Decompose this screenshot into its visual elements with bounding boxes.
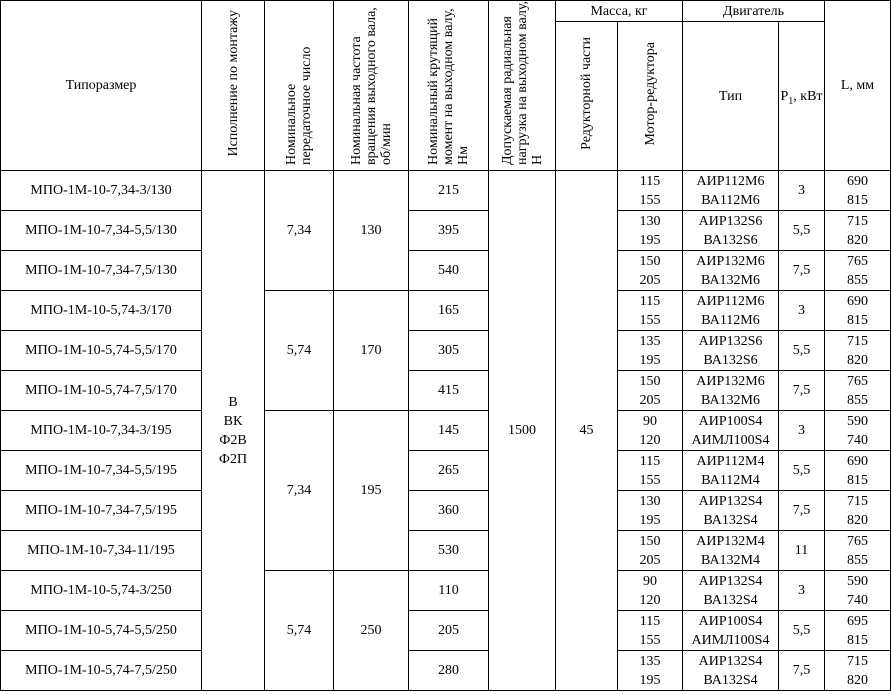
table-row <box>1 531 891 571</box>
engine-type: ВА132S6 <box>703 232 758 248</box>
length-cell <box>825 251 891 291</box>
length-value: 590 <box>847 573 869 589</box>
length-value: 820 <box>847 352 869 368</box>
mounting-option: ВК <box>223 413 243 429</box>
power-cell: 3 <box>779 171 825 211</box>
header-ratio: Номинальное передаточное число <box>265 1 334 171</box>
engine-type-cell <box>683 171 779 211</box>
size-cell: МПО-1М-10-7,34-7,5/195 <box>1 491 202 531</box>
engine-type: АИР132S6 <box>698 333 763 349</box>
power-cell: 7,5 <box>779 371 825 411</box>
length-cell <box>825 611 891 651</box>
ratio-cell: 5,74 <box>265 291 334 411</box>
header-mounting: Исполнение по монтажу <box>202 1 265 171</box>
engine-type: АИР132М6 <box>696 253 765 269</box>
table-row <box>1 411 891 451</box>
engine-type: АИР132S4 <box>698 653 763 669</box>
torque-cell: 215 <box>409 171 489 211</box>
header-mass: Масса, кг <box>556 1 683 22</box>
length-value: 690 <box>847 173 869 189</box>
length-value: 820 <box>847 672 869 688</box>
table-body <box>1 171 891 691</box>
length-value: 715 <box>847 213 869 229</box>
length-cell <box>825 651 891 691</box>
torque-cell: 165 <box>409 291 489 331</box>
engine-type: АИР132М4 <box>696 533 765 549</box>
length-value: 855 <box>847 272 869 288</box>
size-cell: МПО-1М-10-5,74-3/170 <box>1 291 202 331</box>
length-value: 690 <box>847 293 869 309</box>
mass-value: 90 <box>643 573 657 589</box>
engine-type-cell <box>683 531 779 571</box>
ratio-cell: 7,34 <box>265 171 334 291</box>
engine-type: ВА132S6 <box>703 352 758 368</box>
mass-value: 155 <box>639 632 661 648</box>
torque-cell: 540 <box>409 251 489 291</box>
torque-cell: 395 <box>409 211 489 251</box>
mass-value: 205 <box>639 392 661 408</box>
engine-type: АИР132S4 <box>698 493 763 509</box>
engine-type-cell <box>683 251 779 291</box>
header-engine: Двигатель <box>683 1 825 22</box>
engine-type-cell <box>683 331 779 371</box>
header-length: L, мм <box>825 1 891 171</box>
size-cell: МПО-1М-10-7,34-3/130 <box>1 171 202 211</box>
engine-type: ВА112М6 <box>701 192 760 208</box>
engine-type: ВА112М6 <box>701 312 760 328</box>
length-value: 855 <box>847 552 869 568</box>
engine-type: ВА132S4 <box>703 672 758 688</box>
power-cell: 3 <box>779 571 825 611</box>
mass-value: 120 <box>639 592 661 608</box>
torque-cell: 280 <box>409 651 489 691</box>
table-row <box>1 251 891 291</box>
engine-type: ВА112М4 <box>701 472 760 488</box>
engine-type: АИМЛ100S4 <box>691 432 770 448</box>
mass-value: 120 <box>639 432 661 448</box>
ratio-cell: 5,74 <box>265 571 334 691</box>
torque-cell: 415 <box>409 371 489 411</box>
mass-value: 130 <box>639 493 661 509</box>
engine-type: ВА132М6 <box>700 272 760 288</box>
length-value: 855 <box>847 392 869 408</box>
length-cell <box>825 531 891 571</box>
length-cell <box>825 371 891 411</box>
torque-cell: 110 <box>409 571 489 611</box>
size-cell: МПО-1М-10-7,34-3/195 <box>1 411 202 451</box>
mounting-option: Ф2В <box>219 432 247 448</box>
engine-type-cell <box>683 571 779 611</box>
mass-value: 115 <box>639 173 661 189</box>
table-row <box>1 291 891 331</box>
mass-value: 195 <box>639 672 661 688</box>
size-cell: МПО-1М-10-5,74-7,5/250 <box>1 651 202 691</box>
header-size: Типоразмер <box>1 1 202 171</box>
size-cell: МПО-1М-10-7,34-5,5/130 <box>1 211 202 251</box>
mass-value: 150 <box>639 373 661 389</box>
size-cell: МПО-1М-10-7,34-5,5/195 <box>1 451 202 491</box>
table-row <box>1 331 891 371</box>
mass-value: 205 <box>639 552 661 568</box>
header-rpm: Номинальная частота вращения выходного вала, об/мин <box>334 1 409 171</box>
mass-value: 130 <box>639 213 661 229</box>
mounting-option: В <box>228 394 238 410</box>
engine-type-cell <box>683 451 779 491</box>
length-value: 820 <box>847 512 869 528</box>
power-cell: 5,5 <box>779 211 825 251</box>
mass-value: 205 <box>639 272 661 288</box>
ratio-cell: 7,34 <box>265 411 334 571</box>
table-row <box>1 451 891 491</box>
torque-cell: 530 <box>409 531 489 571</box>
mass-motor-cell <box>618 371 683 411</box>
radial-load-cell: 1500 <box>489 171 556 691</box>
engine-type-cell <box>683 211 779 251</box>
mass-value: 115 <box>639 293 661 309</box>
header-power: $P_1$, кВт <box>779 22 825 171</box>
length-value: 740 <box>847 592 869 608</box>
engine-type: АИМЛ100S4 <box>691 632 770 648</box>
length-value: 815 <box>847 472 869 488</box>
mounting-option: Ф2П <box>218 451 248 467</box>
rpm-cell: 170 <box>334 291 409 411</box>
size-cell: МПО-1М-10-5,74-5,5/170 <box>1 331 202 371</box>
mass-value: 195 <box>639 352 661 368</box>
mass-motor-cell <box>618 571 683 611</box>
length-value: 820 <box>847 232 869 248</box>
power-cell: 5,5 <box>779 331 825 371</box>
mass-value: 155 <box>639 192 661 208</box>
engine-type: АИР100S4 <box>698 413 763 429</box>
table-row <box>1 571 891 611</box>
size-cell: МПО-1М-10-5,74-3/250 <box>1 571 202 611</box>
engine-type: ВА132М4 <box>700 552 760 568</box>
power-cell: 3 <box>779 411 825 451</box>
size-cell: МПО-1М-10-5,74-5,5/250 <box>1 611 202 651</box>
table-row <box>1 651 891 691</box>
length-cell <box>825 211 891 251</box>
length-value: 815 <box>847 632 869 648</box>
length-value: 815 <box>847 312 869 328</box>
mass-value: 155 <box>639 312 661 328</box>
mass-motor-cell <box>618 651 683 691</box>
table-row <box>1 371 891 411</box>
mass-motor-cell <box>618 331 683 371</box>
torque-cell: 145 <box>409 411 489 451</box>
engine-type: АИР112М6 <box>696 293 765 309</box>
rpm-cell: 130 <box>334 171 409 291</box>
mass-value: 115 <box>639 613 661 629</box>
length-cell <box>825 571 891 611</box>
engine-type: АИР132S6 <box>698 213 763 229</box>
power-cell: 7,5 <box>779 651 825 691</box>
mass-value: 195 <box>639 232 661 248</box>
length-value: 715 <box>847 493 869 509</box>
engine-type-cell <box>683 411 779 451</box>
mass-value: 135 <box>639 653 661 669</box>
length-cell <box>825 171 891 211</box>
engine-type: ВА132S4 <box>703 512 758 528</box>
engine-type: АИР112М4 <box>696 453 765 469</box>
power-cell: 7,5 <box>779 251 825 291</box>
engine-type-cell <box>683 371 779 411</box>
length-value: 815 <box>847 192 869 208</box>
length-cell <box>825 331 891 371</box>
torque-cell: 205 <box>409 611 489 651</box>
length-cell <box>825 491 891 531</box>
length-value: 695 <box>847 613 869 629</box>
engine-type: АИР112М6 <box>696 173 765 189</box>
mass-value: 90 <box>643 413 657 429</box>
header-mass-motor: Мотор-редуктора <box>618 22 683 171</box>
mass-motor-cell <box>618 291 683 331</box>
mass-value: 150 <box>639 533 661 549</box>
length-cell <box>825 451 891 491</box>
header-radial-load: Допускаемая радиальная нагрузка на выходном валу, Н <box>489 1 556 171</box>
table-header <box>1 1 891 171</box>
engine-type-cell <box>683 611 779 651</box>
power-cell: 7,5 <box>779 491 825 531</box>
engine-type: ВА132М6 <box>700 392 760 408</box>
power-cell: 3 <box>779 291 825 331</box>
length-value: 765 <box>847 533 869 549</box>
engine-type-cell <box>683 291 779 331</box>
engine-type: АИР100S4 <box>698 613 763 629</box>
engine-type: ВА132S4 <box>703 592 758 608</box>
torque-cell: 305 <box>409 331 489 371</box>
table-row <box>1 211 891 251</box>
table-row <box>1 611 891 651</box>
mass-motor-cell <box>618 611 683 651</box>
mass-reducer-cell: 45 <box>556 171 618 691</box>
rpm-cell: 250 <box>334 571 409 691</box>
length-value: 765 <box>847 373 869 389</box>
size-cell: МПО-1М-10-5,74-7,5/170 <box>1 371 202 411</box>
power-cell: 5,5 <box>779 611 825 651</box>
length-value: 690 <box>847 453 869 469</box>
size-cell: МПО-1М-10-7,34-7,5/130 <box>1 251 202 291</box>
table-row <box>1 491 891 531</box>
mass-value: 115 <box>639 453 661 469</box>
length-value: 765 <box>847 253 869 269</box>
mounting-cell <box>202 171 265 691</box>
mass-value: 135 <box>639 333 661 349</box>
mass-motor-cell <box>618 251 683 291</box>
torque-cell: 265 <box>409 451 489 491</box>
length-cell <box>825 411 891 451</box>
length-value: 590 <box>847 413 869 429</box>
header-torque: Номинальный крутящий момент на выходном валу, Нм <box>409 1 489 171</box>
power-cell: 11 <box>779 531 825 571</box>
header-engine-type: Тип <box>683 22 779 171</box>
mass-value: 155 <box>639 472 661 488</box>
mass-motor-cell <box>618 531 683 571</box>
mass-motor-cell <box>618 411 683 451</box>
table-row <box>1 171 891 211</box>
mass-motor-cell <box>618 491 683 531</box>
engine-type-cell <box>683 651 779 691</box>
length-cell <box>825 291 891 331</box>
header-mass-reducer: Редукторной части <box>556 22 618 171</box>
power-cell: 5,5 <box>779 451 825 491</box>
length-value: 715 <box>847 653 869 669</box>
mass-value: 150 <box>639 253 661 269</box>
length-value: 740 <box>847 432 869 448</box>
engine-type-cell <box>683 491 779 531</box>
mass-motor-cell <box>618 211 683 251</box>
engine-type: АИР132М6 <box>696 373 765 389</box>
mass-value: 195 <box>639 512 661 528</box>
rpm-cell: 195 <box>334 411 409 571</box>
length-value: 715 <box>847 333 869 349</box>
torque-cell: 360 <box>409 491 489 531</box>
mass-motor-cell <box>618 451 683 491</box>
engine-type: АИР132S4 <box>698 573 763 589</box>
mass-motor-cell <box>618 171 683 211</box>
size-cell: МПО-1М-10-7,34-11/195 <box>1 531 202 571</box>
